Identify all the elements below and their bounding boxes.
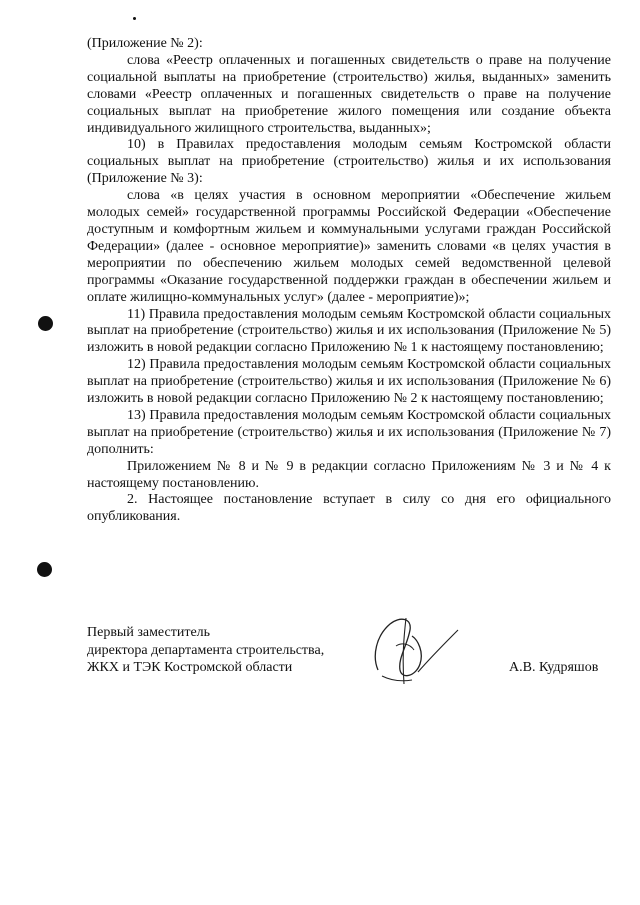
- punch-hole-mark: [38, 316, 53, 331]
- paragraph: 13) Правила предоставления молодым семьям Костромской области социальных выплат на приобретение (строительство) жилья и их использования (Приложение № 7) дополнить:: [87, 407, 611, 457]
- paragraph: 11) Правила предоставления молодым семьям Костромской области социальных выплат на приобретение (строительство) жилья и их использования (Приложение № 5) изложить в новой редакции согласно Приложению № 1 к настоящему постановлению;: [87, 306, 611, 356]
- signatory-name: А.В. Кудряшов: [509, 660, 599, 675]
- document-body: [87, 36, 611, 526]
- handwritten-signature: [360, 596, 470, 696]
- signatory-line: директора департамента строительства,: [87, 642, 325, 658]
- paragraph: слова «Реестр оплаченных и погашенных свидетельств о праве на получение социальной выплаты на приобретение (строительство) жилья, выданных» заменить словами «Реестр оплаченных и погашенных свидетельств о праве на получение социальных выплат на приобретение жилого помещения или создание объекта индивидуального жилищного строительства, выданных»;: [87, 52, 611, 136]
- signatory-line: Первый заместитель: [87, 625, 211, 640]
- paragraph: слова «в целях участия в основном мероприятии «Обеспечение жильем молодых семей» государственной программы Российской Федерации «Обеспечение доступным и комфортным жильем и коммунальными услугами граждан Российской Федерации» (далее - основное мероприятие)» заменить словами «в целях участия в мероприятии по обеспечению жильем молодых семей ведомственной целевой программы «Оказание государственной поддержки граждан в обеспечении жильем и оплате жилищно-коммунальных услуг» (далее - мероприятие)»;: [87, 188, 611, 305]
- punch-hole-mark: [37, 562, 52, 577]
- signatory-title: [87, 624, 324, 677]
- signatory-line: ЖКХ и ТЭК Костромской области: [87, 660, 293, 675]
- paragraph: 2. Настоящее постановление вступает в силу со дня его официального опубликования.: [87, 492, 611, 525]
- paragraph: 12) Правила предоставления молодым семьям Костромской области социальных выплат на приобретение (строительство) жилья и их использования (Приложение № 6) изложить в новой редакции согласно Приложению № 2 к настоящему постановлению;: [87, 357, 611, 407]
- paragraph: 10) в Правилах предоставления молодым семьям Костромской области социальных выплат на приобретение (строительство) жилья и их использования (Приложение № 3):: [87, 137, 611, 187]
- paragraph: Приложением № 8 и № 9 в редакции согласно Приложениям № 3 и № 4 к настоящему постановлению.: [87, 458, 611, 491]
- scan-speck: [133, 17, 136, 20]
- paragraph: (Приложение № 2):: [87, 36, 203, 51]
